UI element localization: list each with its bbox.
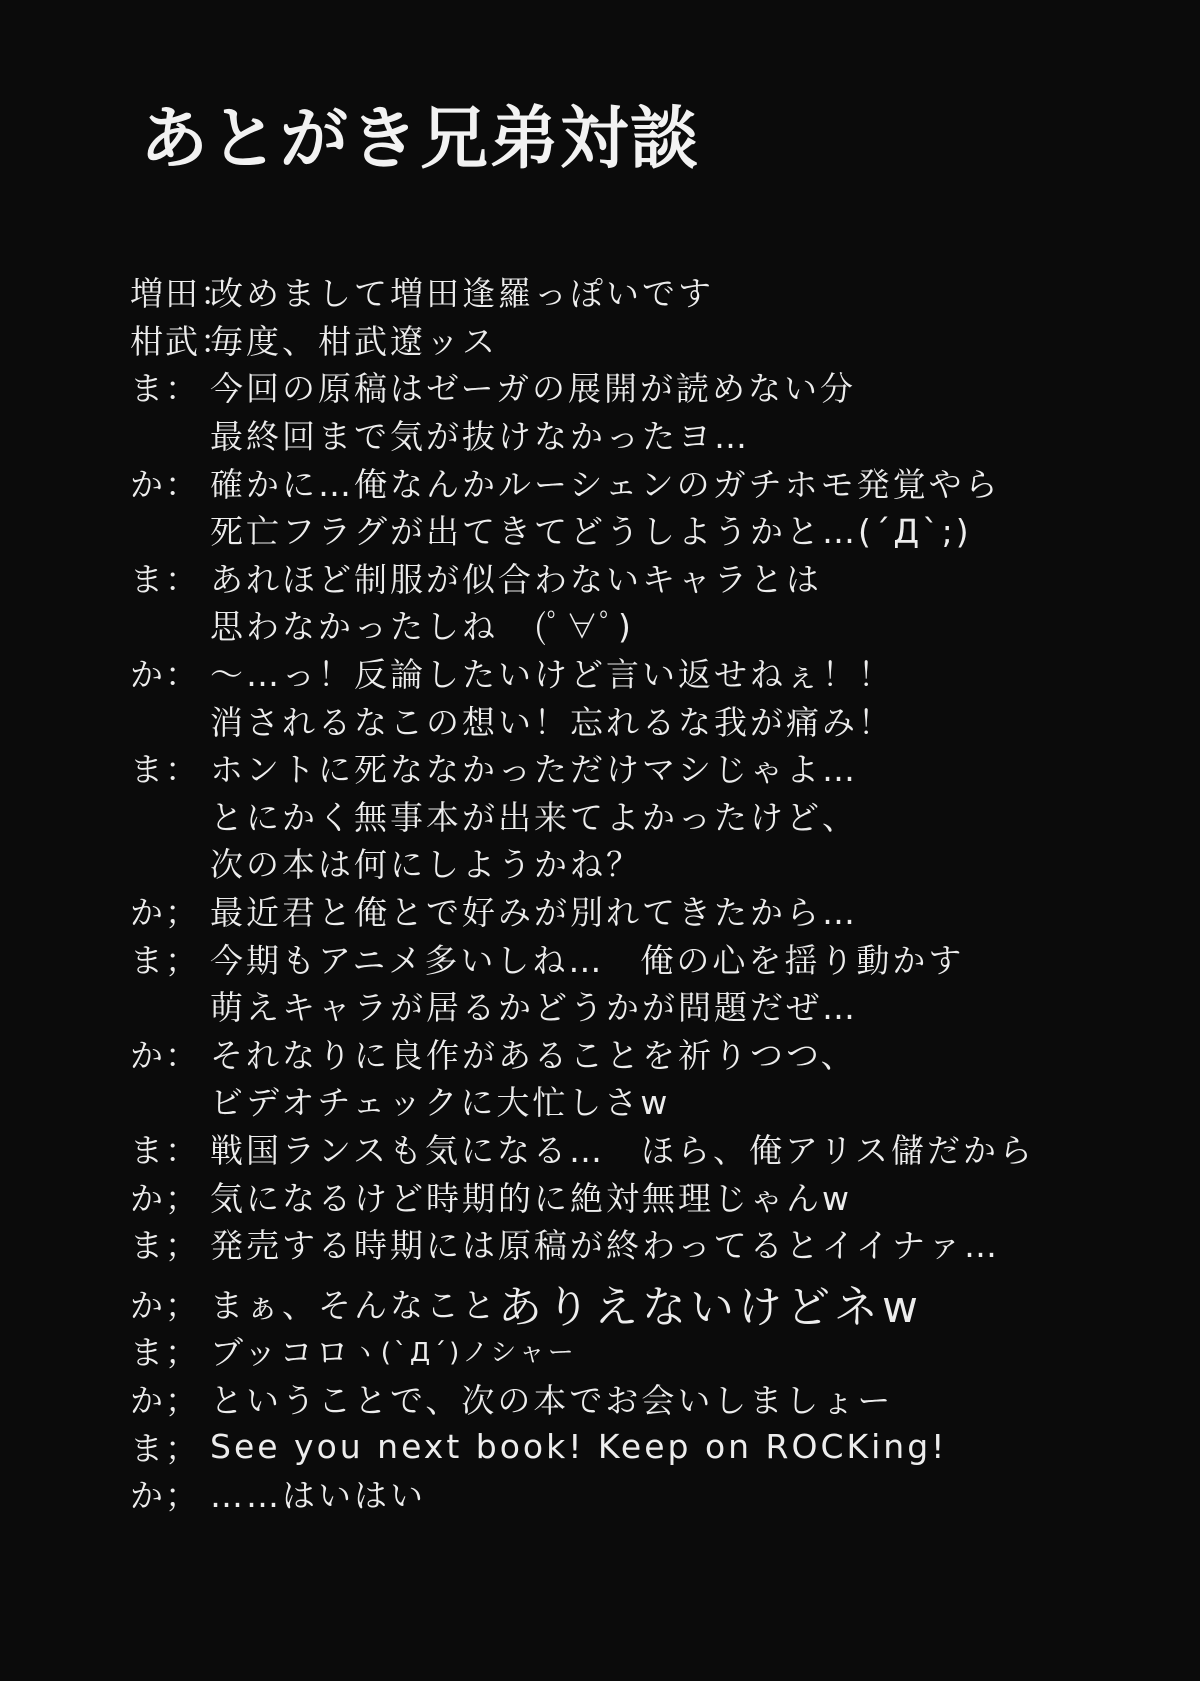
dialogue-line	[130, 1470, 1190, 1518]
dialogue-text: あれほど制服が似合わないキャラとは	[210, 559, 822, 599]
dialogue-text: まぁ、そんなこと	[210, 1285, 498, 1325]
dialogue-text: 最近君と俺とで好みが別れてきたから…	[210, 893, 858, 933]
dialogue-continuation	[130, 506, 1190, 554]
speaker-label: 柑武：	[130, 321, 235, 361]
dialogue-text: 〜…っ！反論したいけど言い返せねぇ！！	[210, 655, 894, 695]
dialogue-line	[130, 1422, 1190, 1470]
dialogue-line	[130, 458, 1190, 506]
dialogue-text: 最終回まで気が抜けなかったヨ…	[210, 417, 750, 457]
speaker-label: ま；	[130, 1226, 200, 1266]
dialogue-line	[130, 1220, 1190, 1268]
dialogue-text: 改めまして増田逢羅っぽいです	[210, 274, 714, 314]
dialogue-continuation	[130, 1077, 1190, 1125]
dialogue-text: 今回の原稿はゼーガの展開が読めない分	[210, 369, 857, 409]
speaker-label: か；	[130, 1178, 200, 1218]
dialogue-text: ……はいはい	[210, 1476, 426, 1516]
dialogue-text: ホントに死ななかっただけマシじゃよ…	[210, 750, 858, 790]
dialogue-text: ブッコロ	[210, 1333, 352, 1373]
speaker-label: か：	[130, 464, 200, 504]
speaker-label: ま；	[130, 940, 200, 980]
speaker-label: ま；	[130, 1428, 200, 1468]
dialogue-text: 今期もアニメ多いしね… 俺の心を揺り動かす	[210, 940, 965, 980]
page-title: あとがき兄弟対談	[140, 100, 701, 179]
dialogue-line	[130, 268, 1190, 316]
speaker-label: ま：	[130, 559, 200, 599]
dialogue-block	[130, 268, 1190, 1517]
speaker-label: か；	[130, 893, 200, 933]
speaker-label: か；	[130, 1380, 200, 1420]
dialogue-line	[130, 363, 1190, 411]
dialogue-text: ビデオチェックに大忙しさw	[210, 1083, 671, 1123]
dialogue-line	[130, 649, 1190, 697]
dialogue-continuation	[130, 696, 1190, 744]
dialogue-continuation	[130, 601, 1190, 649]
dialogue-text: 思わなかったしね (ﾟ∀ﾟ)	[210, 607, 634, 647]
dialogue-text-small: ヽ(`Д´)ノシャー	[351, 1338, 577, 1369]
dialogue-line	[130, 744, 1190, 792]
dialogue-text: とにかく無事本が出来てよかったけど、	[210, 797, 858, 837]
dialogue-line	[130, 1125, 1190, 1173]
dialogue-text: 死亡フラグが出てきてどうしようかと…(´Д`;)	[210, 512, 972, 552]
dialogue-continuation	[130, 982, 1190, 1030]
speaker-label: ま：	[130, 369, 200, 409]
speaker-label: か；	[130, 1285, 200, 1325]
speaker-label: ま：	[130, 1130, 200, 1170]
speaker-label: か：	[130, 655, 200, 695]
speaker-label: ま；	[130, 1333, 200, 1373]
dialogue-line	[130, 1030, 1190, 1078]
dialogue-text: 消されるなこの想い！忘れるな我が痛み！	[210, 702, 894, 742]
dialogue-line	[130, 316, 1190, 364]
dialogue-text: ということで、次の本でお会いしましょー	[210, 1380, 894, 1420]
dialogue-text: 毎度、柑武遼ッス	[210, 321, 498, 361]
dialogue-text: 戦国ランスも気になる… ほら、俺アリス儲だから	[210, 1130, 1036, 1170]
dialogue-line	[130, 1172, 1190, 1220]
speaker-label: ま：	[130, 750, 200, 790]
dialogue-continuation	[130, 839, 1190, 887]
dialogue-line	[130, 1279, 1190, 1334]
dialogue-text: それなりに良作があることを祈りつつ、	[210, 1035, 857, 1075]
dialogue-line	[130, 1375, 1190, 1423]
dialogue-continuation	[130, 411, 1190, 459]
dialogue-text: 発売する時期には原稿が終わってるとイイナァ…	[210, 1226, 1001, 1266]
dialogue-line	[130, 554, 1190, 602]
dialogue-text: See you next book! Keep on ROCKing!	[210, 1426, 948, 1466]
dialogue-text: 萌えキャラが居るかどうかが問題だぜ…	[210, 988, 858, 1028]
dialogue-line	[130, 887, 1190, 935]
dialogue-continuation	[130, 792, 1190, 840]
dialogue-text-emphasis: ありえないけどネw	[498, 1282, 922, 1334]
dialogue-text: 次の本は何にしようかね？	[210, 845, 642, 885]
dialogue-line	[130, 934, 1190, 982]
speaker-label: か：	[130, 1035, 200, 1075]
dialogue-text: 気になるけど時期的に絶対無理じゃんw	[210, 1178, 852, 1218]
dialogue-text: 確かに…俺なんかルーシェンのガチホモ発覚やら	[210, 464, 1001, 504]
speaker-label: 増田：	[130, 274, 235, 314]
speaker-label: か；	[130, 1476, 200, 1516]
